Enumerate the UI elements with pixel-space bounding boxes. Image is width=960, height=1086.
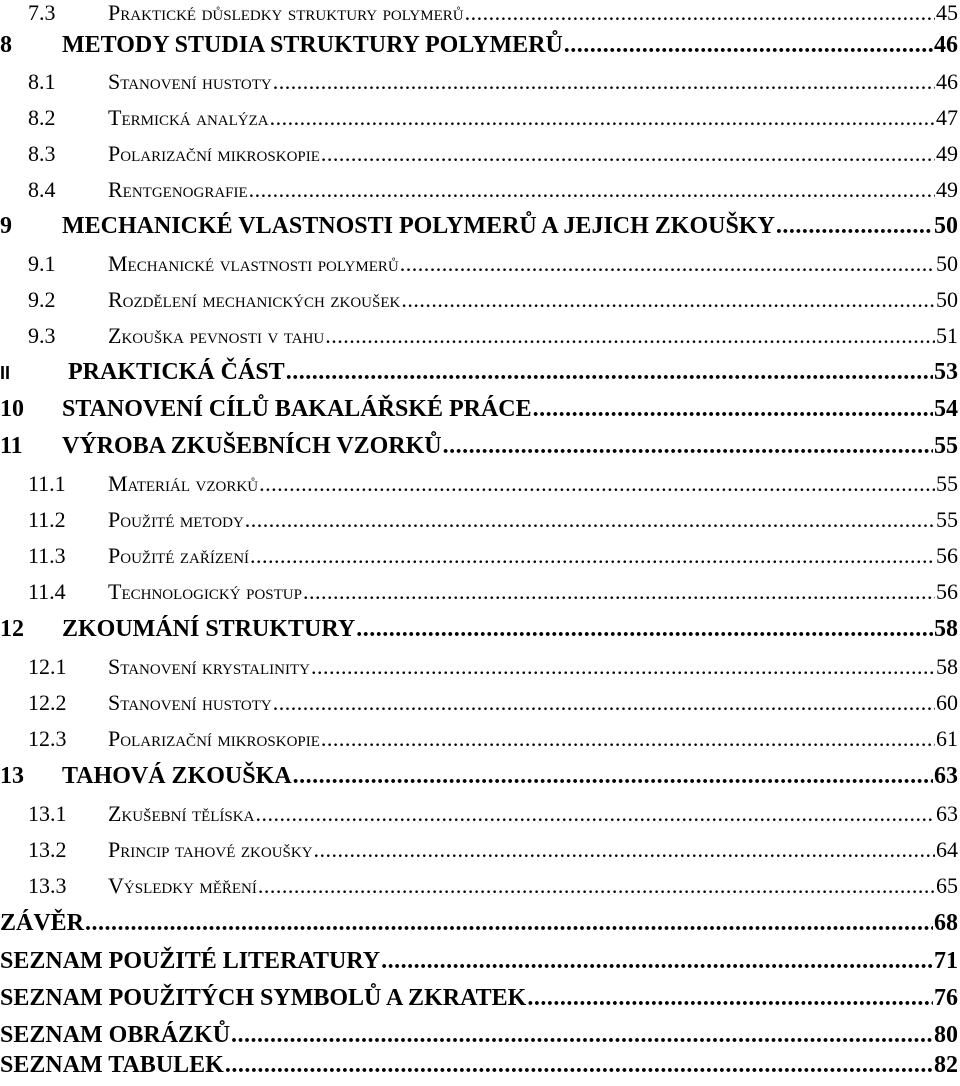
toc-entry-number: 11.4 (28, 579, 66, 604)
toc-entry-page: 51 (936, 323, 958, 348)
dot-leader (250, 543, 935, 569)
toc-entry[interactable] (0, 948, 958, 982)
toc-entry-page: 58 (936, 654, 958, 679)
toc-entry-page: 55 (936, 507, 958, 532)
dot-leader (293, 763, 933, 790)
dot-leader (325, 323, 935, 349)
toc-entry-page: 46 (936, 69, 958, 94)
toc-entry-title: Termická analýza (108, 105, 269, 130)
dot-leader (381, 948, 933, 975)
toc-entry-number: 11 (0, 433, 23, 459)
toc-entry-page: 50 (934, 213, 958, 239)
toc-entry[interactable] (0, 323, 958, 357)
toc-entry[interactable] (0, 471, 958, 505)
dot-leader (311, 654, 935, 680)
toc-entry-number: 9.2 (28, 287, 56, 312)
dot-leader (564, 32, 933, 59)
toc-entry-page: 50 (936, 287, 958, 312)
toc-entry-title: Stanovení hustoty (108, 69, 272, 94)
toc-entry-page: 71 (934, 948, 958, 974)
toc-entry-title: SEZNAM POUŽITÉ LITERATURY (0, 948, 381, 974)
toc-entry[interactable] (0, 837, 958, 871)
toc-entry[interactable] (0, 801, 958, 835)
toc-entry-title: Polarizační mikroskopie (108, 141, 320, 166)
toc-entry[interactable] (0, 507, 958, 541)
toc-entry[interactable] (0, 1022, 958, 1056)
toc-entry-page: 60 (936, 690, 958, 715)
dot-leader (249, 177, 935, 203)
dot-leader (255, 801, 935, 827)
toc-entry-title: SEZNAM POUŽITÝCH SYMBOLŮ A ZKRATEK (0, 985, 527, 1011)
toc-entry-number: 12.2 (28, 690, 67, 715)
dot-leader (443, 433, 933, 460)
dot-leader (533, 396, 933, 423)
toc-entry[interactable] (0, 69, 958, 103)
toc-entry-number: 12.3 (28, 726, 67, 751)
toc-entry-title: STANOVENÍ CÍLŮ BAKALÁŘSKÉ PRÁCE (62, 396, 532, 422)
toc-entry-title: TAHOVÁ ZKOUŠKA (62, 763, 292, 789)
toc-entry[interactable] (0, 910, 958, 944)
toc-entry-title: Materiál vzorků (108, 471, 259, 496)
toc-entry-number: 13 (0, 763, 24, 789)
toc-entry-number: 7.3 (28, 0, 56, 25)
toc-entry-number: 13.2 (28, 837, 67, 862)
toc-entry-title: SEZNAM OBRÁZKŮ (0, 1022, 231, 1048)
dot-leader (258, 873, 935, 899)
dot-leader (286, 359, 933, 386)
toc-entry-page: 68 (934, 910, 958, 936)
dot-leader (776, 213, 933, 240)
toc-entry-page: 49 (936, 141, 958, 166)
dot-leader (273, 690, 935, 716)
toc-entry-page: 47 (936, 105, 958, 130)
toc-entry-page: 55 (936, 471, 958, 496)
toc-entry[interactable] (0, 177, 958, 211)
toc-entry[interactable] (0, 141, 958, 175)
toc-entry[interactable] (0, 32, 958, 66)
dot-leader (303, 579, 935, 605)
toc-entry-title: MECHANICKÉ VLASTNOSTI POLYMERŮ A JEJICH ZKOUŠKY (62, 213, 775, 239)
toc-entry[interactable] (0, 359, 958, 393)
dot-leader (259, 471, 935, 497)
toc-entry-page: 76 (934, 985, 958, 1011)
toc-entry[interactable] (0, 654, 958, 688)
toc-entry-title: Zkušební tělíska (108, 801, 255, 826)
toc-entry-page: 56 (936, 579, 958, 604)
toc-entry-number: 8.4 (28, 177, 56, 202)
toc-entry-title: Zkouška pevnosti v tahu (108, 323, 325, 348)
toc-entry[interactable] (0, 763, 958, 797)
dot-leader (85, 910, 933, 937)
toc-entry-title: Použité metody (108, 507, 244, 532)
toc-entry-title: Mechanické vlastnosti polymerů (108, 251, 399, 276)
toc-entry-number: 9.1 (28, 251, 56, 276)
toc-entry-page: 58 (934, 616, 958, 642)
toc-entry-page: 55 (934, 433, 958, 459)
dot-leader (245, 507, 935, 533)
toc-entry-title: Rozdělení mechanických zkoušek (108, 287, 401, 312)
toc-entry-page: 45 (936, 0, 958, 25)
dot-leader (321, 726, 935, 752)
dot-leader (527, 985, 933, 1012)
toc-entry-number: 12 (0, 616, 24, 642)
toc-entry-title: Technologický postup (108, 579, 302, 604)
toc-entry[interactable] (0, 726, 958, 760)
toc-entry-title: Princip tahové zkoušky (108, 837, 313, 862)
toc-entry-page: 64 (936, 837, 958, 862)
toc-entry-title: SEZNAM TABULEK (0, 1052, 224, 1078)
toc-entry[interactable] (0, 1052, 958, 1086)
toc-entry-number: 8 (0, 32, 12, 58)
dot-leader (401, 287, 935, 313)
toc-entry-number: 9.3 (28, 323, 56, 348)
toc-entry-page: 63 (936, 801, 958, 826)
toc-entry[interactable] (0, 0, 958, 34)
toc-entry-number: 11.1 (28, 471, 66, 496)
dot-leader (225, 1052, 933, 1079)
toc-entry-page: 61 (936, 726, 958, 751)
toc-entry[interactable] (0, 616, 958, 650)
toc-entry-title: PRAKTICKÁ ČÁST (68, 359, 285, 385)
toc-entry-number: 8.3 (28, 141, 56, 166)
toc-entry-number: 8.2 (28, 105, 56, 130)
toc-entry-title: Praktické důsledky struktury polymerů (108, 0, 464, 25)
toc-entry[interactable] (0, 105, 958, 139)
toc-entry-title: METODY STUDIA STRUKTURY POLYMERŮ (62, 32, 563, 58)
dot-leader (321, 141, 935, 167)
dot-leader (270, 105, 935, 131)
toc-entry-title: Rentgenografie (108, 177, 248, 202)
toc-entry-title: VÝROBA ZKUŠEBNÍCH VZORKŮ (62, 433, 442, 459)
toc-entry-title: Polarizační mikroskopie (108, 726, 320, 751)
toc-entry-page: 63 (934, 763, 958, 789)
toc-entry-page: 82 (934, 1052, 958, 1078)
toc-entry-page: 65 (936, 873, 958, 898)
toc-entry[interactable] (0, 579, 958, 613)
toc-entry[interactable] (0, 396, 958, 430)
toc-entry[interactable] (0, 985, 958, 1019)
toc-entry-title: ZÁVĚR (0, 910, 85, 936)
dot-leader (273, 69, 935, 95)
toc-entry[interactable] (0, 543, 958, 577)
dot-leader (231, 1022, 933, 1049)
toc-entry[interactable] (0, 251, 958, 285)
toc-entry-number: 11.3 (28, 543, 66, 568)
dot-leader (400, 251, 935, 277)
toc-entry-number: 9 (0, 213, 12, 239)
dot-leader (356, 616, 933, 643)
toc-entry-page: 56 (936, 543, 958, 568)
toc-entry-number: II (0, 363, 11, 383)
toc-entry-title: ZKOUMÁNÍ STRUKTURY (62, 616, 356, 642)
toc-entry-title: Použité zařízení (108, 543, 250, 568)
toc-entry-page: 49 (936, 177, 958, 202)
toc-entry-page: 46 (934, 32, 958, 58)
toc-entry-number: 11.2 (28, 507, 66, 532)
toc-entry[interactable] (0, 213, 958, 247)
toc-entry-page: 53 (934, 359, 958, 385)
toc-entry-number: 12.1 (28, 654, 67, 679)
toc-entry-page: 54 (934, 396, 958, 422)
toc-entry[interactable] (0, 287, 958, 321)
toc-entry-number: 13.3 (28, 873, 67, 898)
dot-leader (314, 837, 935, 863)
toc-entry-number: 13.1 (28, 801, 67, 826)
toc-entry[interactable] (0, 690, 958, 724)
toc-entry-title: Výsledky měření (108, 873, 257, 898)
toc-entry-page: 80 (934, 1022, 958, 1048)
dot-leader (465, 0, 935, 26)
toc-entry-page: 50 (936, 251, 958, 276)
toc-entry-title: Stanovení hustoty (108, 690, 272, 715)
toc-entry[interactable] (0, 433, 958, 467)
toc-entry-number: 10 (0, 396, 24, 422)
toc-entry-title: Stanovení krystalinity (108, 654, 310, 679)
toc-entry-number: 8.1 (28, 69, 56, 94)
toc-entry[interactable] (0, 873, 958, 907)
